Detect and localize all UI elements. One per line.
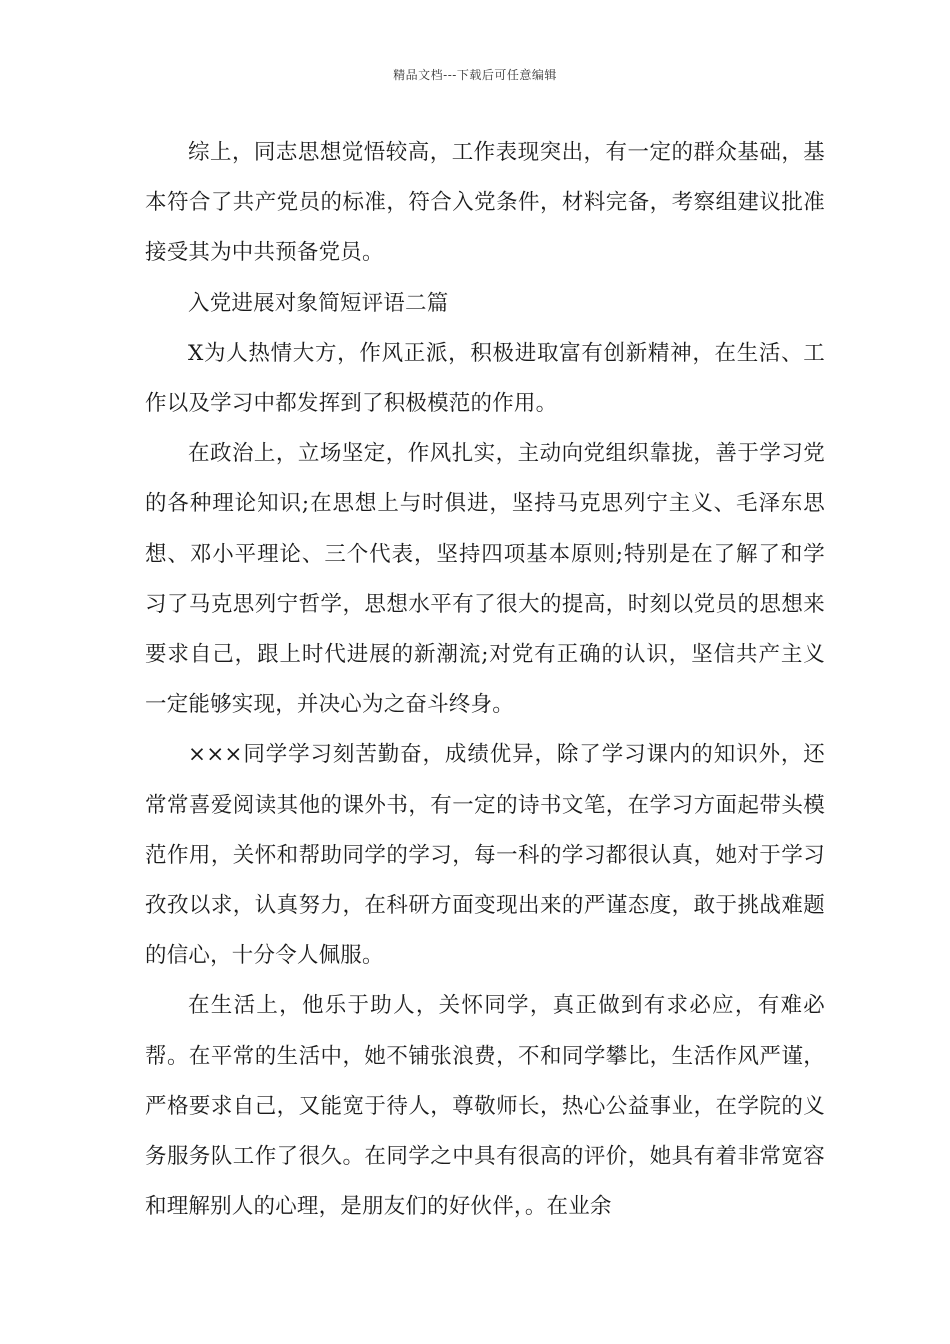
paragraph-intro: X为人热情大方，作风正派，积极进取富有创新精神，在生活、工作以及学习中都发挥到了积极模范的作用。 <box>145 340 825 417</box>
section-title: 入党进展对象简短评语二篇 <box>188 290 449 316</box>
paragraph-political: 在政治上，立场坚定，作风扎实，主动向党组织靠拢，善于学习党的各种理论知识;在思想上与时俱进，坚持马克思列宁主义、毛泽东思想、邓小平理论、三个代表，坚持四项基本原则;特别是在了解了和学习了马克思列宁哲学，思想水平有了很大的提高，时刻以党员的思想来要求自己，跟上时代进展的新潮流;对党有正确的认识，坚信共产主义一定能够实现，并决心为之奋斗终身。 <box>145 441 825 718</box>
paragraph-life: 在生活上，他乐于助人，关怀同学，真正做到有求必应，有难必帮。在平常的生活中，她不铺张浪费，不和同学攀比，生活作风严谨，严格要求自己，又能宽于待人，尊敬师长，热心公益事业，在学院的义务服务队工作了很久。在同学之中具有很高的评价，她具有着非常宽容和理解别人的心理，是朋友们的好伙伴，。在业余 <box>145 993 825 1220</box>
paragraph-summary: 综上，同志思想觉悟较高，工作表现突出，有一定的群众基础，基本符合了共产党员的标准，符合入党条件，材料完备，考察组建议批准接受其为中共预备党员。 <box>145 140 825 266</box>
page-header: 精品文档---下载后可任意编辑 <box>393 68 557 82</box>
paragraph-study: ×××同学学习刻苦勤奋，成绩优异，除了学习课内的知识外，还常常喜爱阅读其他的课外书，有一定的诗书文笔，在学习方面起带头模范作用，关怀和帮助同学的学习，每一科的学习都很认真，她对于学习孜孜以求，认真努力，在科研方面变现出来的严谨态度，敢于挑战难题的信心，十分令人佩服。 <box>145 742 825 969</box>
document-body <box>145 128 825 1232</box>
